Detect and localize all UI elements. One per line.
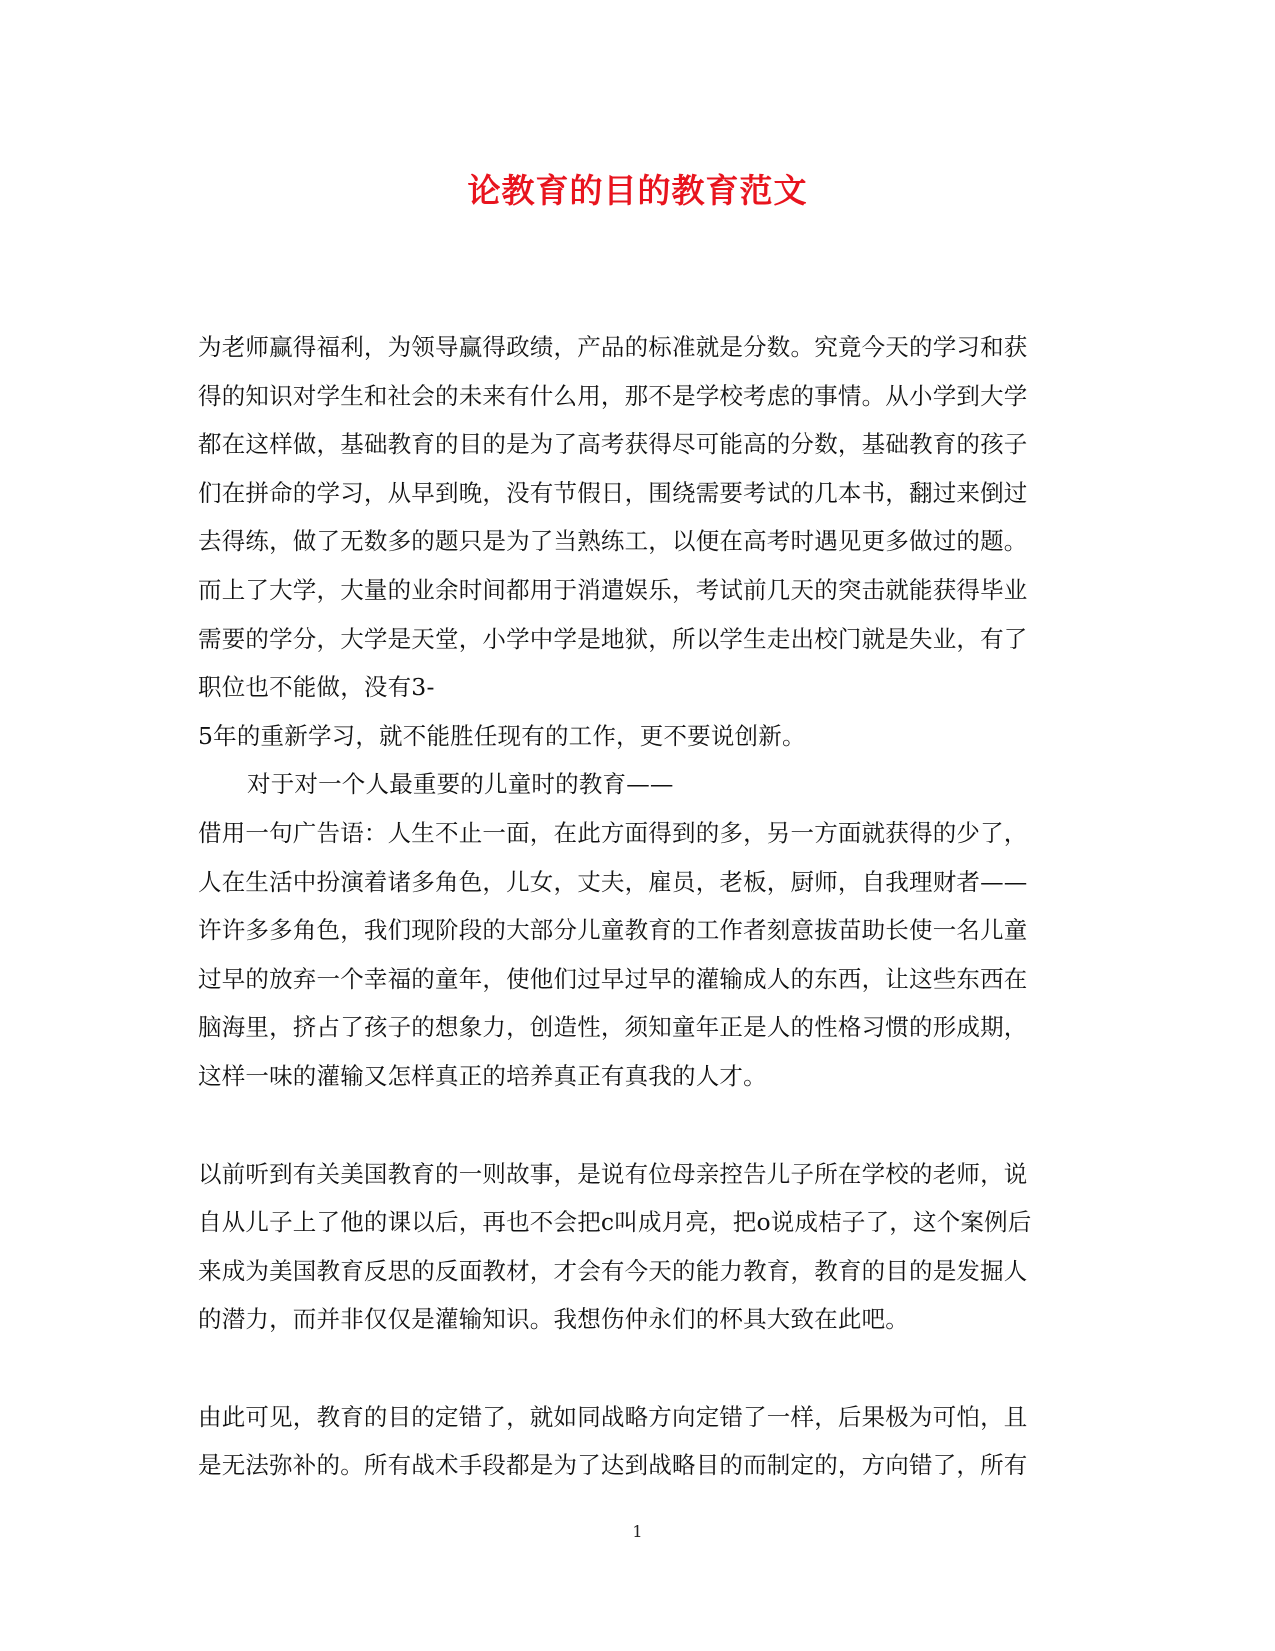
- text-line: 这样一味的灌输又怎样真正的培养真正有真我的人才。: [198, 1061, 767, 1090]
- text-line: 来成为美国教育反思的反面教材，才会有今天的能力教育，教育的目的是发掘人: [198, 1256, 1028, 1285]
- text-line: 自从儿子上了他的课以后，再也不会把c叫成月亮，把o说成桔子了，这个案例后: [198, 1208, 1032, 1237]
- text-line: 们在拼命的学习，从早到晚，没有节假日，围绕需要考试的几本书，翻过来倒过: [198, 478, 1028, 507]
- text-line: 都在这样做，基础教育的目的是为了高考获得尽可能高的分数，基础教育的孩子: [198, 430, 1028, 459]
- text-line: 职位也不能做，没有3-: [198, 673, 435, 702]
- text-line: 去得练，做了无数多的题只是为了当熟练工，以便在高考时遇见更多做过的题。: [198, 527, 1028, 556]
- text-line: 由此可见，教育的目的定错了，就如同战略方向定错了一样，后果极为可怕，且: [198, 1402, 1028, 1431]
- document-body: [198, 323, 1078, 1490]
- text-line: 借用一句广告语：人生不止一面，在此方面得到的多，另一方面就获得的少了，: [198, 818, 1028, 847]
- text-line: 的潜力，而并非仅仅是灌输知识。我想伤仲永们的杯具大致在此吧。: [198, 1305, 909, 1334]
- text-line-indented: 对于对一个人最重要的儿童时的教育——: [247, 770, 674, 799]
- page-number: 1: [632, 1522, 643, 1541]
- paragraph-gap: [198, 1101, 1078, 1150]
- text-line: 人在生活中扮演着诸多角色，儿女，丈夫，雇员，老板，厨师，自我理财者——: [198, 867, 1028, 896]
- text-line: 得的知识对学生和社会的未来有什么用，那不是学校考虑的事情。从小学到大学: [198, 381, 1028, 410]
- text-line: 而上了大学，大量的业余时间都用于消遣娱乐，考试前几天的突击就能获得毕业: [198, 575, 1028, 604]
- text-line: 需要的学分，大学是天堂，小学中学是地狱，所以学生走出校门就是失业，有了: [198, 624, 1028, 653]
- paragraph-gap: [198, 1344, 1078, 1393]
- text-line: 5年的重新学习，就不能胜任现有的工作，更不要说创新。: [198, 721, 806, 750]
- text-line: 过早的放弃一个幸福的童年，使他们过早过早的灌输成人的东西，让这些东西在: [198, 964, 1028, 993]
- text-line: 许许多多角色，我们现阶段的大部分儿童教育的工作者刻意拔苗助长使一名儿童: [198, 916, 1028, 945]
- text-line: 是无法弥补的。所有战术手段都是为了达到战略目的而制定的，方向错了，所有: [198, 1451, 1028, 1480]
- text-line: 脑海里，挤占了孩子的想象力，创造性，须知童年正是人的性格习惯的形成期，: [198, 1013, 1028, 1042]
- document-title: 论教育的目的教育范文: [467, 171, 808, 210]
- text-line: 为老师赢得福利，为领导赢得政绩，产品的标准就是分数。究竟今天的学习和获: [198, 333, 1028, 361]
- text-line: 以前听到有关美国教育的一则故事，是说有位母亲控告儿子所在学校的老师，说: [198, 1159, 1028, 1188]
